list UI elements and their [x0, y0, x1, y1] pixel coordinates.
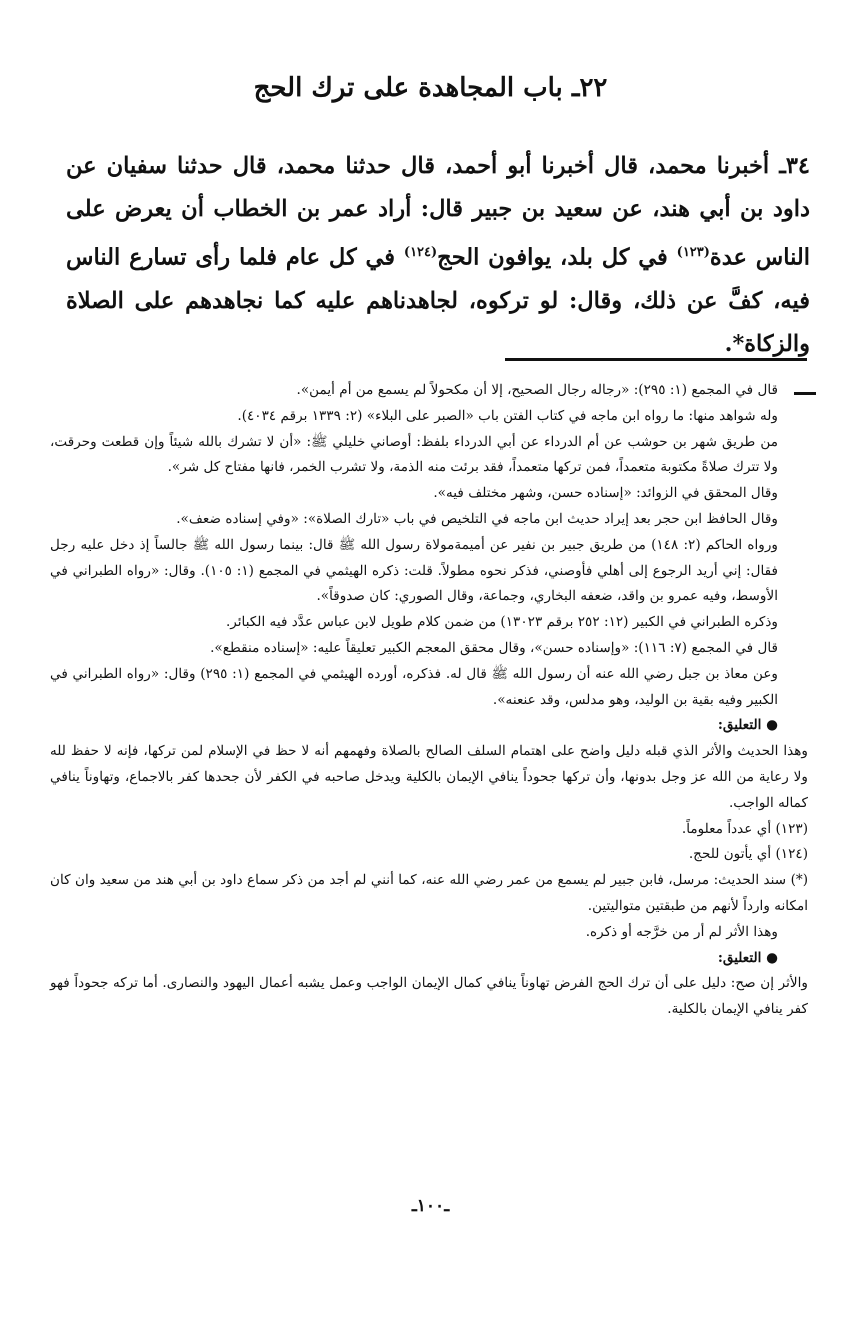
note-line: قال في المجمع (١: ٢٩٥): «رجاله رجال الصحيح، إلا أن مكحولاً لم يسمع من أم أيمن».	[296, 382, 778, 398]
note-line: وقال الحافظ ابن حجر بعد إيراد حديث ابن ماجه في التلخيص في باب «تارك الصلاة»: «وفي إسناده ضعف».	[176, 510, 778, 527]
bullet-icon: ●	[761, 717, 778, 734]
commentary2-heading: ● التعليق:	[717, 949, 778, 966]
footnote-124: (١٢٤) أي يأتون للحج.	[688, 846, 808, 863]
hadith-text-part-3: في كل عام فلما رأى تسارع الناس فيه، كفَّ عن ذلك، وقال: لو تركوه، لجاهدناهم عليه كما نجاهدهم على الصلاة والزكاة*.	[66, 244, 810, 357]
footnote-ref-123: (١٢٣)	[676, 245, 710, 260]
note-line: ورواه الحاكم (٢: ١٤٨) من طريق جبير بن نفير عن أميمةمولاة رسول الله ﷺ قال: بينما رسول الله ﷺ جالساً إذ دخل عليه رجل فقال: إني أريد الرجوع إلى أهلي فأوصني، فذكر نحوه مطولاً. قلت: ذكره الهيثمي في المجمع (١: ١٠٥). وقال: «رواه الطبراني في الأوسط، وفيه عمرو بن واقد، ضعفه البخاري، وجماعة، وقال الصوري: كان صدوقاً».	[50, 536, 778, 605]
note-line: قال في المجمع (٧: ١١٦): «وإسناده حسن»، وقال محقق المعجم الكبير تعليقاً عليه: «إسناده منقطع».	[210, 639, 778, 656]
hadith-text-part-1: ٣٤ـ أخبرنا محمد، قال أخبرنا أبو أحمد، قال حدثنا محمد، قال حدثنا سفيان عن داود بن أبي هند، عن سعيد بن جبير قال: أراد عمر بن الخطاب أن يعرض على الناس عدة	[66, 153, 811, 271]
footnote-divider	[505, 358, 807, 361]
footnote-123: (١٢٣) أي عدداً معلوماً.	[681, 820, 808, 837]
sanad-continued	[50, 920, 808, 972]
footnotes-section	[50, 378, 808, 1023]
note-line: وعن معاذ بن جبل رضي الله عنه أن رسول الله ﷺ قال له. فذكره، أورده الهيثمي في المجمع (١: ٢٩٥) وقال: «رواه الطبراني في الكبير وفيه بقية بن الوليد، وهو مدلس، وقد عنعنه».	[50, 665, 778, 708]
sanad-text: مرسل، فابن جبير لم يسمع من عمر رضي الله عنه، كما أنني لم أجد من ذكر سماع داود بن أبي هند من سعيد وان كان امكانه وارداً لأنهم من طبقتين متواليتين.	[50, 872, 808, 914]
note-line: من طريق شهر بن حوشب عن أم الدرداء عن أبي الدرداء بلفظ: أوصاني خليلي ﷺ: «أن لا تشرك بالله شيئاً وإن قطعت وحرقت، ولا تترك صلاةً مكتوبة متعمداً، فمن تركها متعمداً، فقد برئت منه الذمة، ولا تشرب الخمر، فانها مفتاح كل شر».	[50, 433, 778, 476]
commentary-text: وهذا الحديث والأثر الذي قبله دليل واضح على اهتمام السلف الصالح بالصلاة وفهمهم أنه لا حظ في الإسلام لمن تركها، فإنه لا حفظ لله ولا رعاية من الله عز وجل بدونها، وأن تركها جحوداً ينافي الإيمان بالكلية ويدخل صاحبه في الكفر لأن جحدها كفر بالاجماع، وتهاوناً ينافي كماله الواجب.	[50, 743, 808, 811]
sanad-label: (*) سند الحديث:	[713, 872, 808, 889]
bullet-icon: ●	[761, 949, 778, 966]
takhrij-notes	[50, 378, 808, 739]
sanad-note	[50, 868, 808, 920]
footnote-ref-124: (١٢٤)	[403, 245, 438, 260]
commentary2-text: والأثر إن صح: دليل على أن ترك الحج الفرض تهاوناً ينافي كمال الإيمان الواجب وعمل يشبه أعمال اليهود والنصارى. أما تركه جحوداً فهو كفر ينافي الإيمان بالكلية.	[50, 975, 808, 1018]
chapter-title: ٢٢ـ باب المجاهدة على ترك الحج	[253, 73, 608, 103]
hadith-text-part-2: في كل بلد، يوافون الحج	[437, 244, 677, 271]
commentary-block	[50, 739, 808, 920]
note-line: وله شواهد منها: ما رواه ابن ماجه في كتاب الفتن باب «الصبر على البلاء» (٢: ١٣٣٩ برقم ٤٠٣٤).	[237, 407, 778, 424]
note-line: وقال المحقق في الزوائد: «إسناده حسن، وشهر مختلف فيه».	[433, 485, 778, 502]
commentary-heading: ● التعليق:	[717, 717, 778, 734]
hadith-text	[66, 145, 810, 366]
note-line: وذكره الطبراني في الكبير (١٢: ٢٥٢ برقم ١٣٠٢٣) من ضمن كلام طويل لابن عباس عدَّد فيه الكبائر.	[225, 614, 778, 631]
page-number: ـ١٠٠ـ	[411, 1196, 450, 1216]
commentary2-block	[50, 971, 808, 1023]
sanad-text-2: وهذا الأثر لم أر من خرَّجه أو ذكره.	[585, 923, 778, 940]
